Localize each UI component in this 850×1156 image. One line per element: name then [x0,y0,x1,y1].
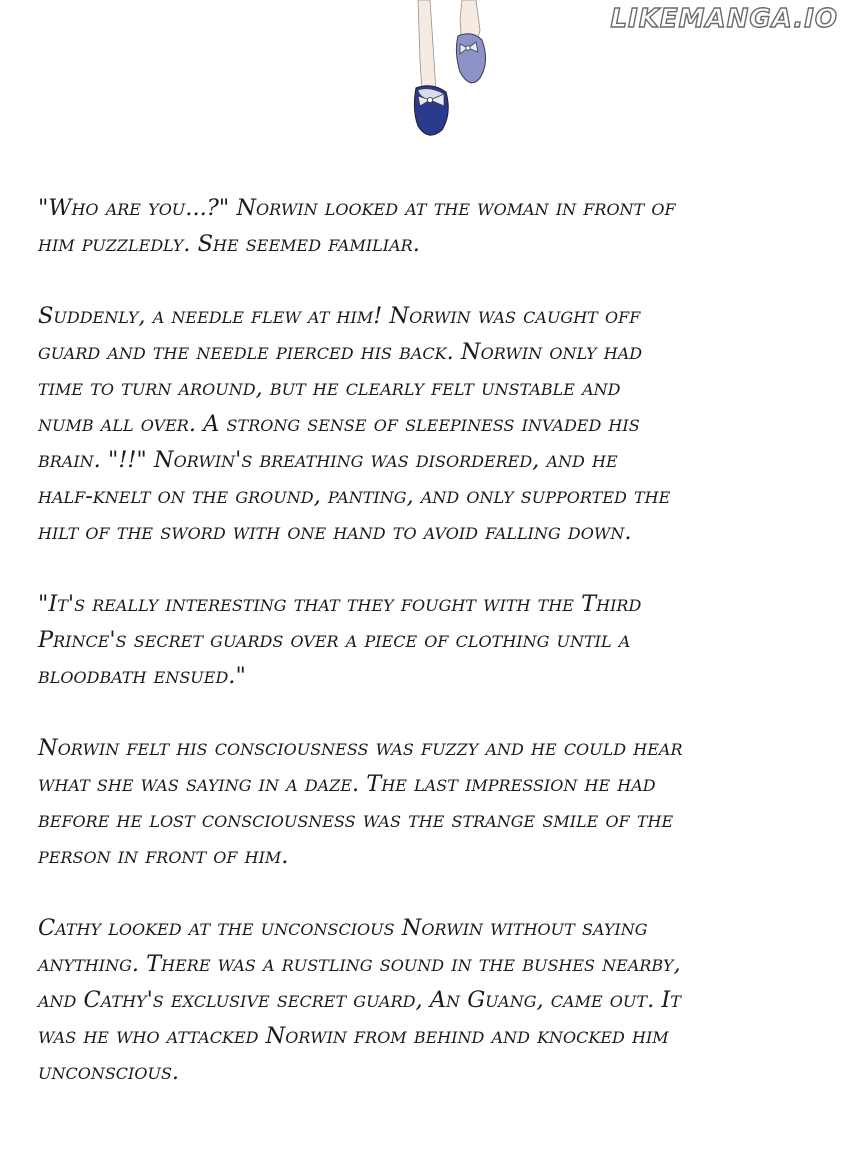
feet-illustration [400,0,510,145]
story-text [38,190,838,1126]
paragraph-3: "It's really interesting that they fought with the Third Prince's secret guards over a piece of clothing until a bloodbath ensued." [38,591,642,689]
paragraph-1: "Who are you...?" Norwin looked at the woman in front of him puzzledly. She seemed familiar. [38,195,676,257]
site-watermark: LIKEMANGA.IO [610,4,838,34]
paragraph-2: Suddenly, a needle flew at him! Norwin was caught off guard and the needle pierced his back. Norwin only had time to turn around, but he clearly felt unstable and numb all over. A strong sense of sleepiness invaded his brain. "!!" Norwin's breathing was disordered, and he half-knelt on the ground, panting, and only supported the hilt of the sword with one hand to avoid falling down. [38,303,671,545]
paragraph-5: Cathy looked at the unconscious Norwin without saying anything. There was a rustling sound in the bushes nearby, and Cathy's exclusive secret guard, An Guang, came out. It was he who attacked Norwin from behind and knocked him unconscious. [38,915,681,1085]
right-shoe [456,34,485,83]
paragraph-4: Norwin felt his consciousness was fuzzy and he could hear what she was saying in a daze. The last impression he had before he lost consciousness was the strange smile of the person in front of him. [38,735,683,869]
left-leg [418,0,436,92]
